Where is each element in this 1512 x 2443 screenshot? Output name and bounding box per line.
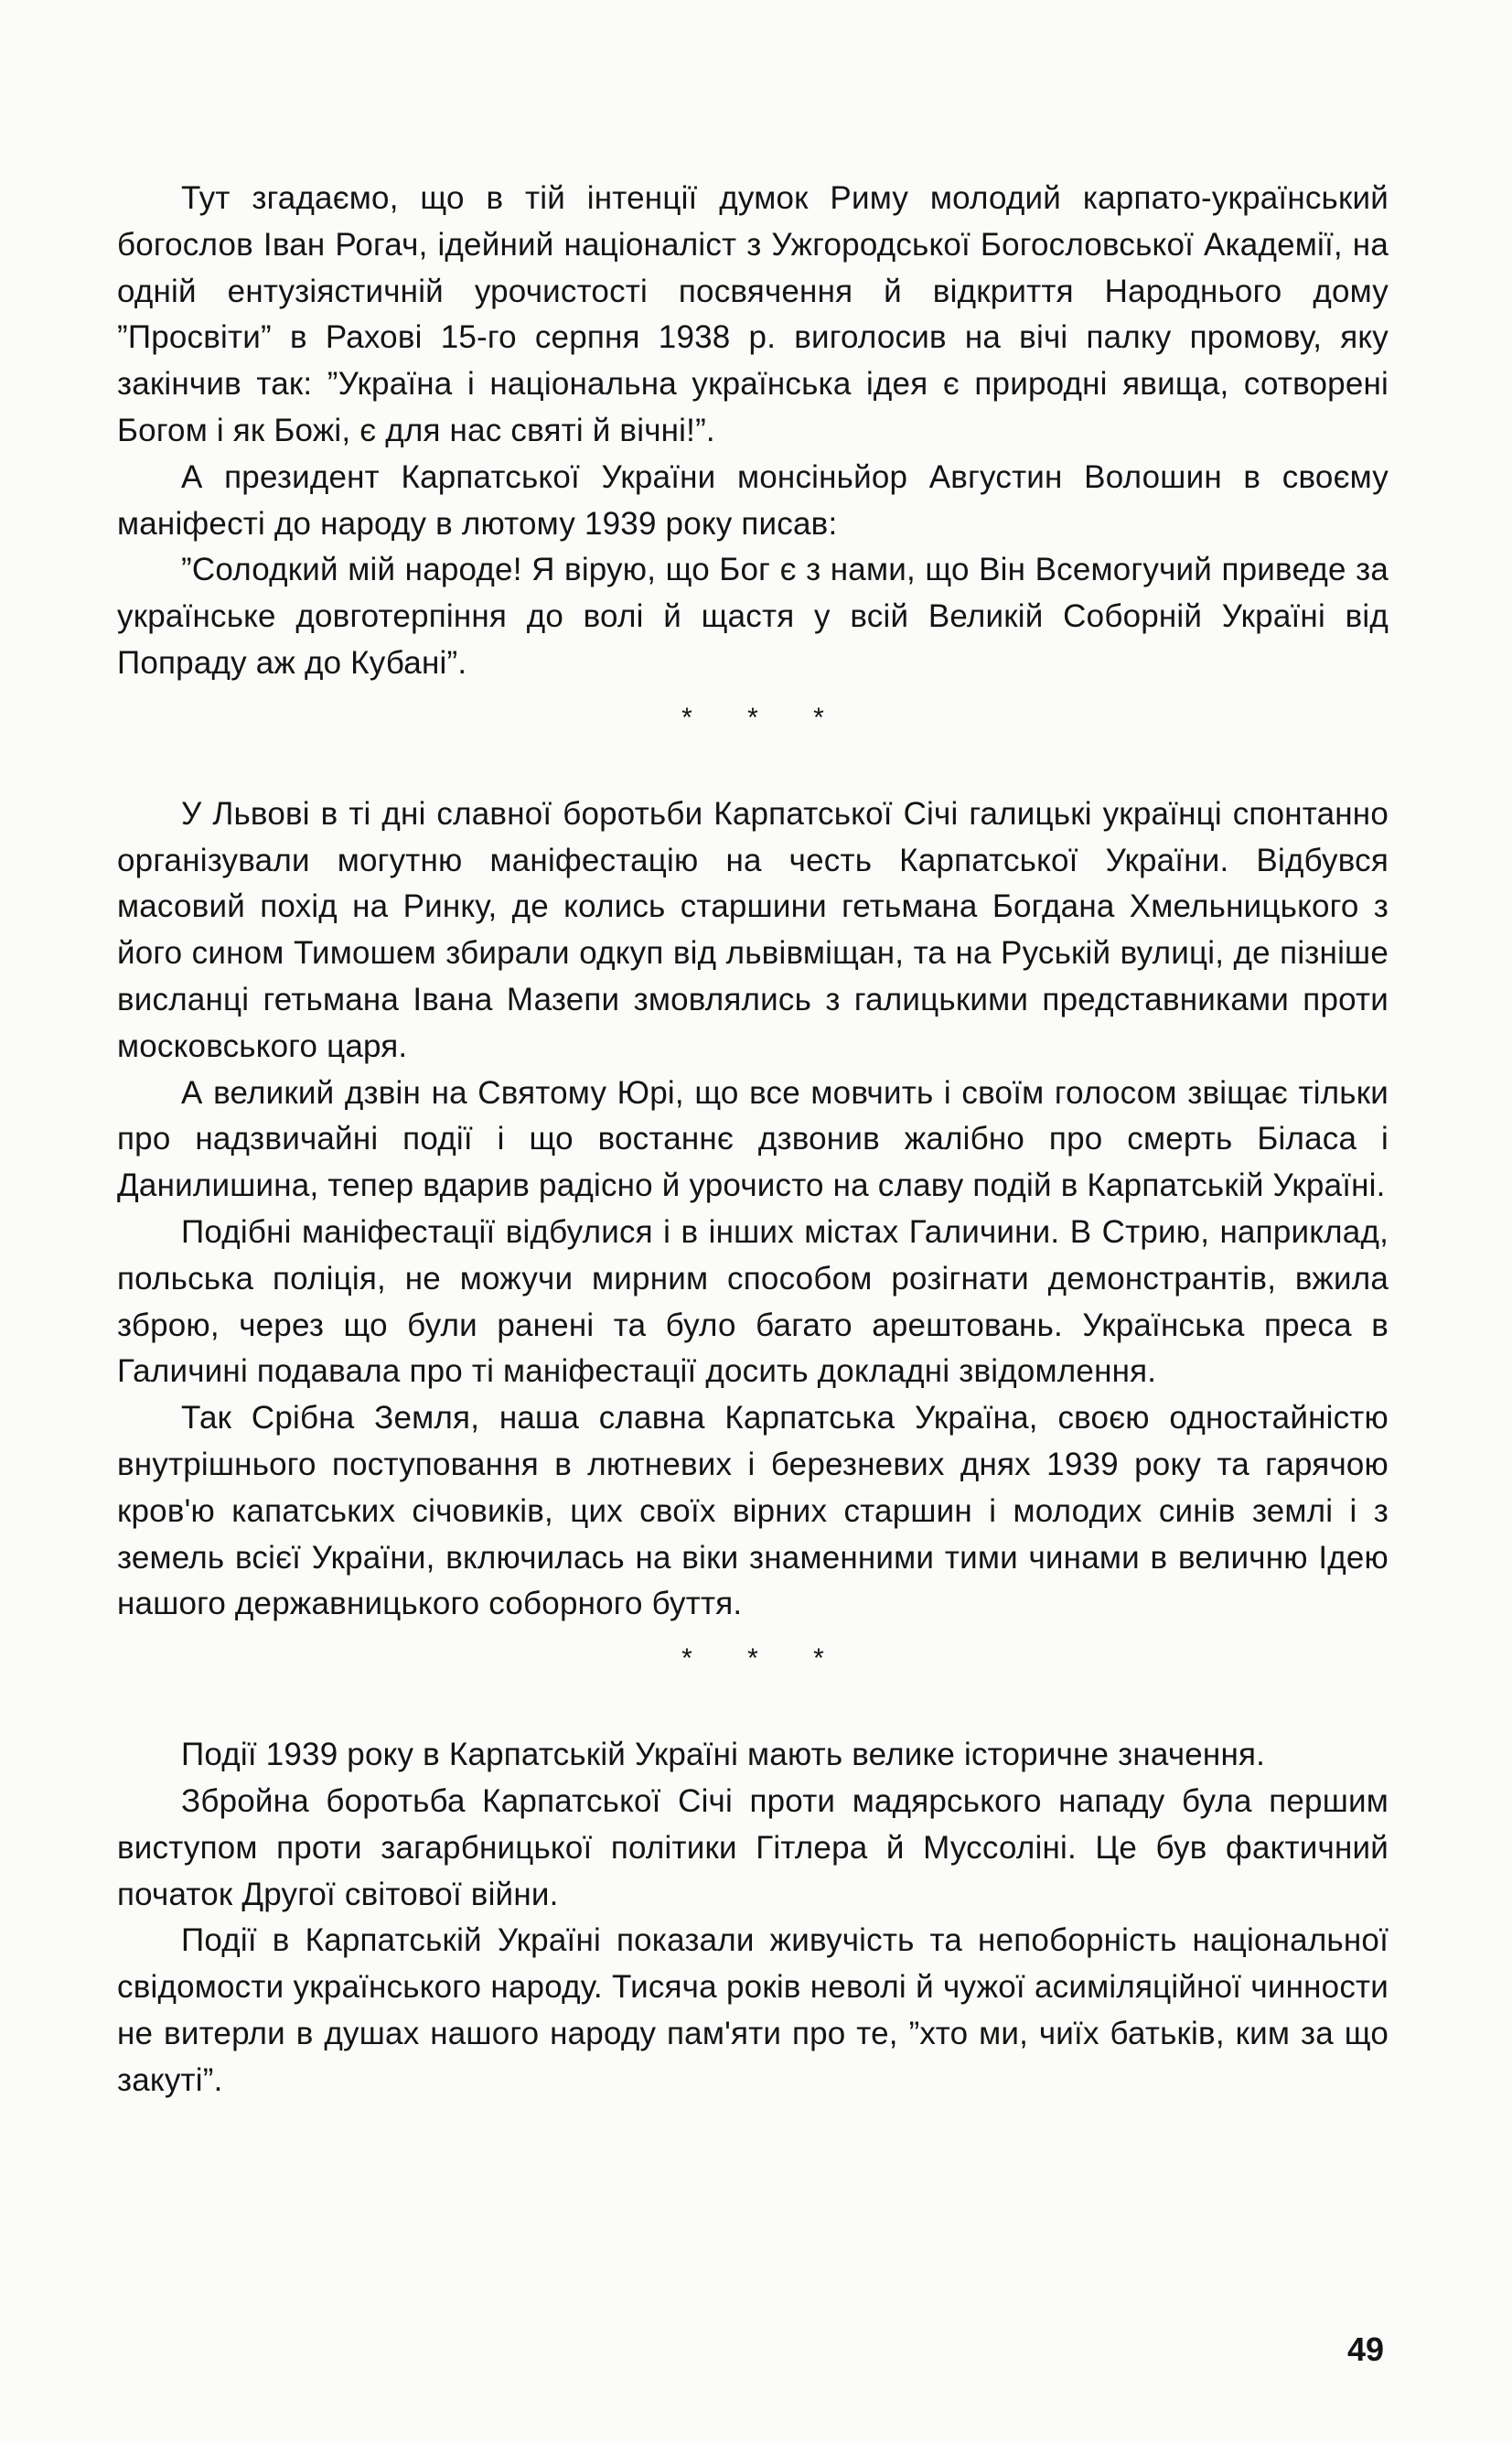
paragraph: Збройна боротьба Карпатської Січі проти мадярського нападу була першим виступом проти загарбницької політики Гітлера й Муссоліні. Це був фактичний початок Другої світової війни. [117, 1782, 1389, 1912]
section-separator: * * * [681, 702, 848, 733]
paragraph: Події в Карпатській Україні показали живучість та непоборність національної свідомости українського народу. Тисяча років неволі й чужої асиміляційної чинности не витерли в душах нашого народу пам'яти про те, ”хто ми, чиїх батьків, ким за що закуті”. [117, 1922, 1389, 2098]
paragraph: А президент Карпатської України монсіньйор Августин Волошин в своєму маніфесті до народу в лютому 1939 року писав: [117, 458, 1389, 542]
page-text [117, 176, 1389, 2104]
paragraph: Так Срібна Земля, наша славна Карпатська Україна, своєю одностайністю внутрішнього поступовання в лютневих і березневих днях 1939 року та гарячою кров'ю капатських січовиків, цих своїх вірних старшин і молодих синів землі і з земель всієї України, включилась на віки знаменними тими чинами в величню Ідею нашого державницького соборного буття. [117, 1400, 1389, 1622]
paragraph: У Львові в ті дні славної боротьби Карпатської Січі галицькі українці спонтанно організували могутню маніфестацію на честь Карпатської України. Відбувся масовий похід на Ринку, де колись старшини гетьмана Богдана Хмельницького з його сином Тимошем збирали одкуп від львівміщан, та на Руській вулиці, де пізніше висланці гетьмана Івана Мазепи змовлялись з галицькими представниками проти московського царя. [117, 795, 1389, 1064]
paragraph: Тут згадаємо, що в тій інтенції думок Риму молодий карпато-український богослов Іван Рогач, ідейний націоналіст з Ужгородської Богословської Академії, на одній ентузіястичній урочистості посвячення й відкриття Народнього дому ”Просвіти” в Рахові 15-го серпня 1938 р. виголосив на вічі палку промову, яку закінчив так: ”Україна і національна українська ідея є природні явища, сотворені Богом і як Божі, є для нас святі й вічні!”. [117, 180, 1389, 448]
paragraph: Події 1939 року в Карпатській Україні мають велике історичне значення. [181, 1737, 1266, 1773]
paragraph: А великий дзвін на Святому Юрі, що все мовчить і своїм голосом звіщає тільки про надзвичайні події і що востаннє дзвонив жалібно про смерть Біласа і Данилишина, тепер вдарив радісно й урочисто на славу подій в Карпатській Україні. [117, 1074, 1389, 1204]
quote-paragraph: ”Солодкий мій народе! Я вірую, що Бог є з нами, що Він Всемогучий приведе за українське довготерпіння до волі й щастя у всій Великій Соборній Україні від Попраду аж до Кубані”. [117, 552, 1389, 681]
paragraph: Подібні маніфестації відбулися і в інших містах Галичини. В Стрию, наприклад, польська поліція, не можучи мирним способом розігнати демонстрантів, вжила зброю, через що були ранені та було багато арештовань. Українська преса в Галичині подавала про ті маніфестації досить докладні звідомлення. [117, 1213, 1389, 1390]
page-number: 49 [1346, 2330, 1384, 2368]
section-separator: * * * [681, 1643, 848, 1674]
